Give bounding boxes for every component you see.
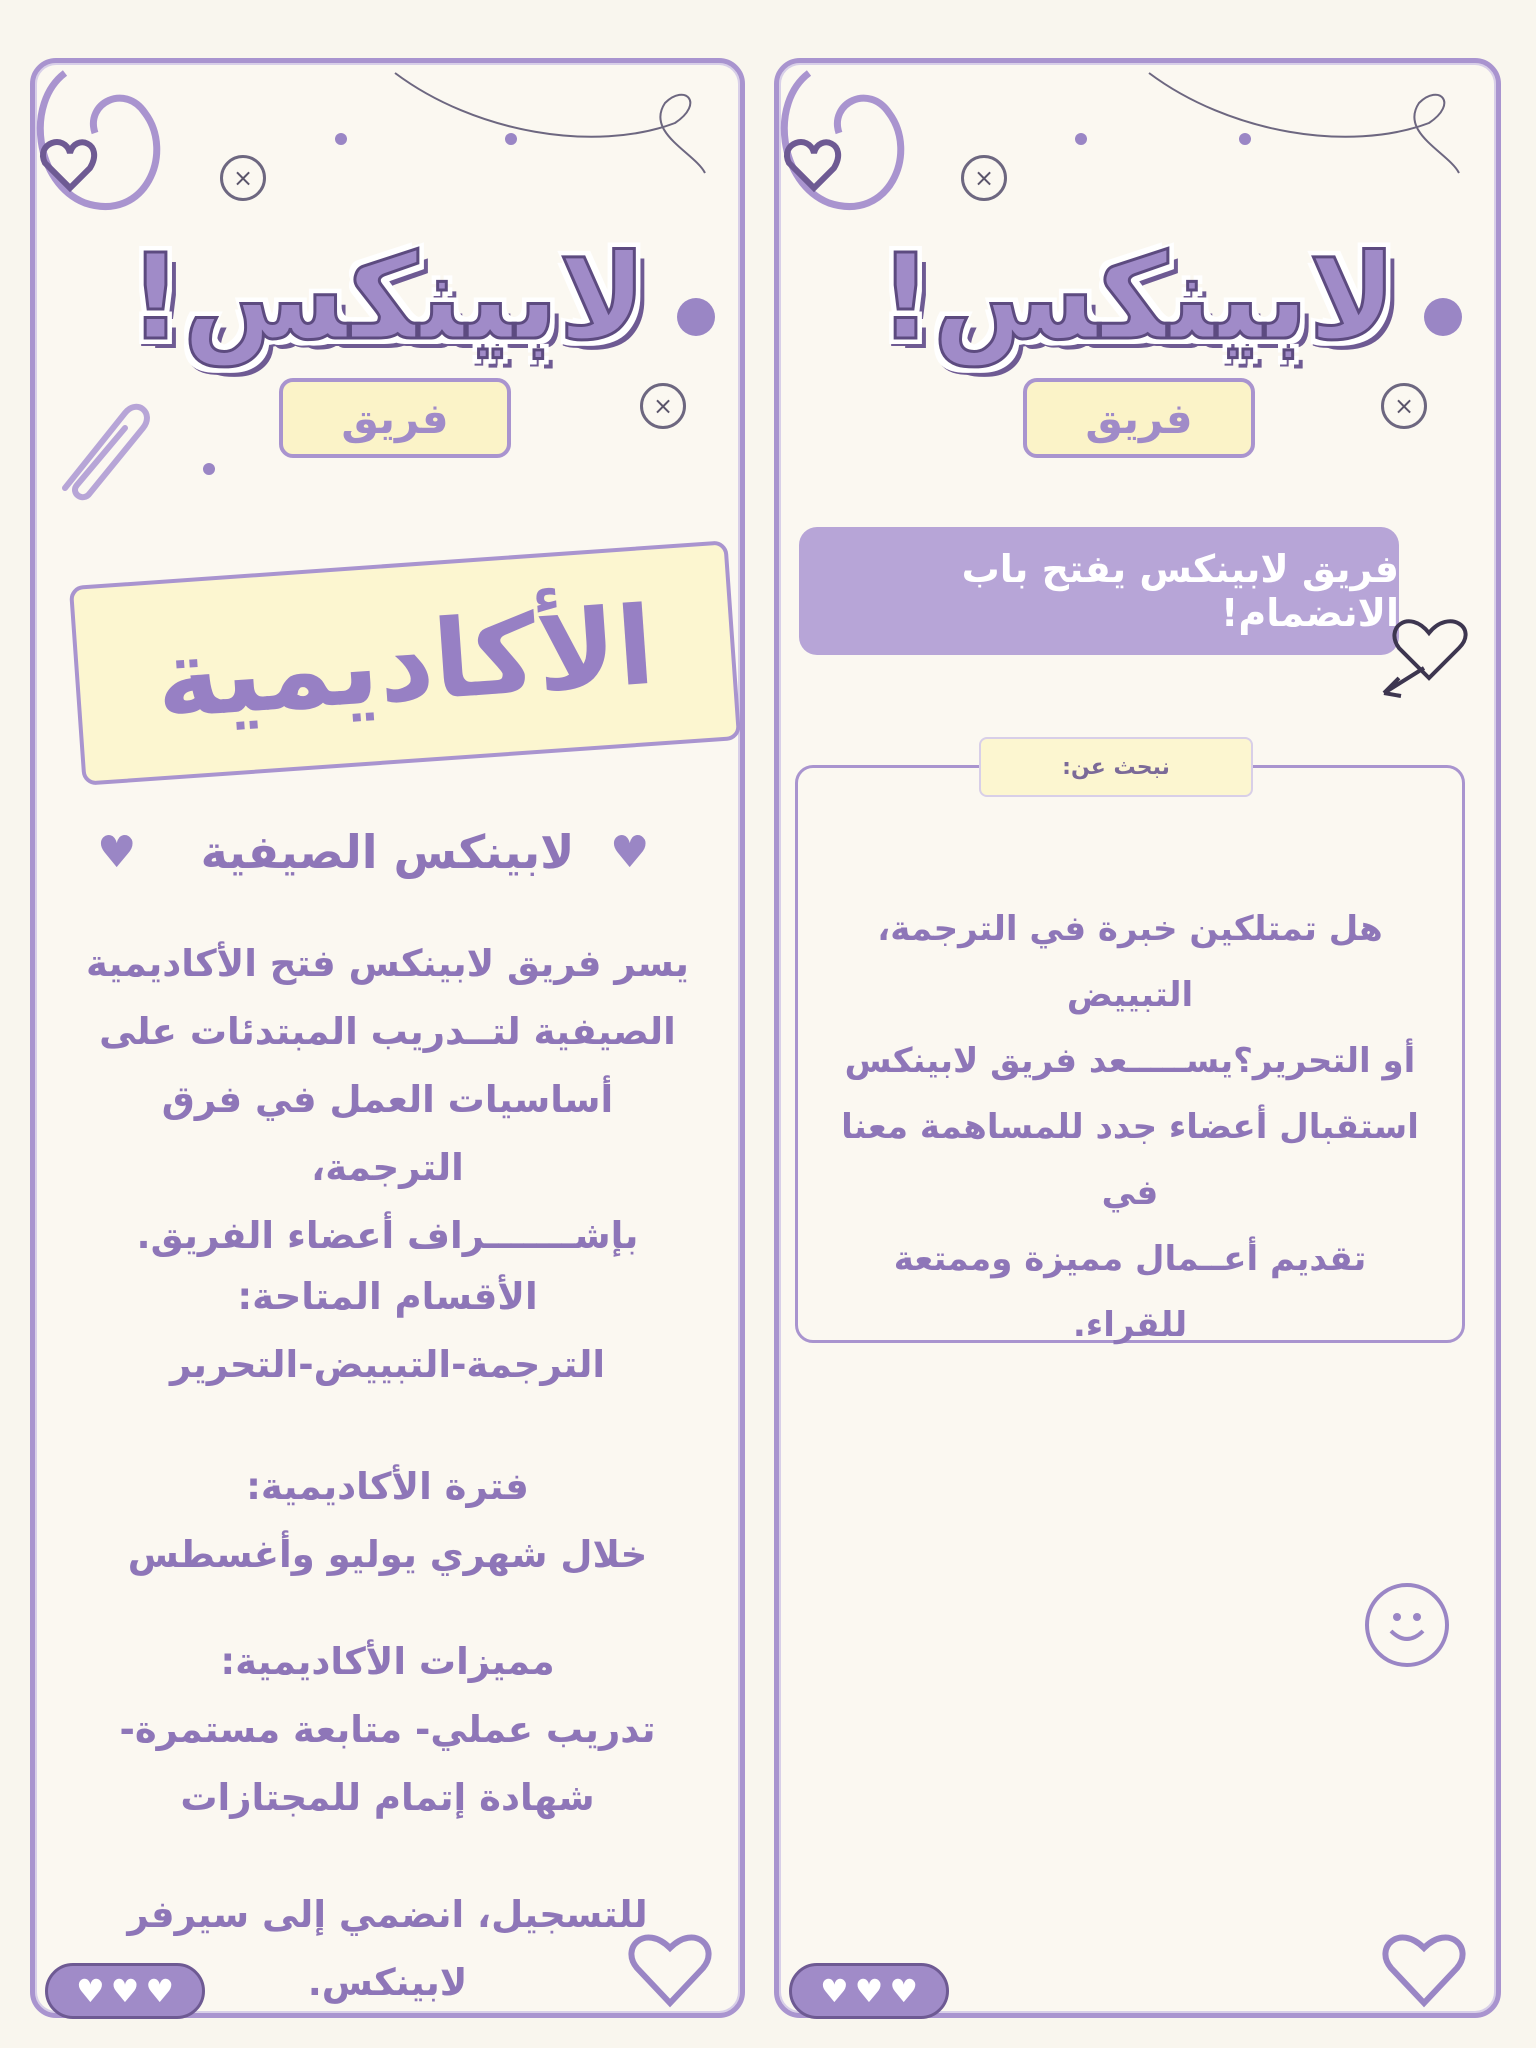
- card-text: [838, 896, 1422, 1358]
- academy-period: [85, 1453, 690, 1589]
- hearts-pill: [789, 1963, 949, 2019]
- heart-icon: ♥: [854, 1972, 884, 2010]
- logo-dot: [677, 298, 715, 336]
- academy-title: الأكاديمية: [69, 540, 741, 786]
- heart-doodle-icon: [25, 43, 185, 243]
- heart-arrow-icon: [1379, 598, 1489, 708]
- dot: [1239, 133, 1251, 145]
- logo-dot: [1424, 298, 1462, 336]
- intro-line: يسر فريق لابينكس فتح الأكاديمية: [86, 942, 689, 985]
- card-line: استقبال أعضاء جدد للمساهمة معنا في: [841, 1107, 1419, 1213]
- heart-icon: ♥: [75, 1972, 105, 2010]
- paperclip-icon: [45, 393, 155, 503]
- logo: لابينكس!: [128, 228, 647, 366]
- heart-icon: ♥: [610, 827, 650, 878]
- subtitle: لابينكس الصيفية: [200, 825, 575, 879]
- section-heading: مميزات الأكاديمية:: [220, 1640, 555, 1683]
- card-tab: نبحث عن:: [979, 737, 1253, 797]
- card-line: أو التحرير؟يســـــعد فريق لابينكس: [844, 1041, 1416, 1081]
- card-line: هل تمتلكين خبرة في الترجمة، التبييض: [877, 909, 1383, 1015]
- dot: [335, 133, 347, 145]
- section-value: الترجمة-التبييض-التحرير: [169, 1343, 606, 1386]
- section-value: خلال شهري يوليو وأغسطس: [127, 1533, 648, 1576]
- team-label: فريق: [279, 378, 511, 458]
- curl-doodle-icon: [395, 63, 715, 183]
- join-banner: فريق لابينكس يفتح باب الانضمام!: [799, 527, 1399, 655]
- sections-available: [85, 1263, 690, 1399]
- academy-features: [85, 1628, 690, 1832]
- dot: [1075, 133, 1087, 145]
- cta-text: للتسجيل، انضمي إلى سيرفر لابينكس.: [127, 1893, 648, 2004]
- heart-icon: ♥: [889, 1972, 919, 2010]
- hearts-pill: [45, 1963, 205, 2019]
- right-panel: [774, 58, 1501, 2018]
- intro-text: [85, 930, 690, 1270]
- card-line: تقديم أعــمال مميزة وممتعة للقراء.: [893, 1239, 1367, 1345]
- looking-for-card: [795, 765, 1465, 1343]
- logo: لابينكس!: [878, 228, 1397, 366]
- close-circle-icon: ×: [961, 155, 1007, 201]
- section-heading: فترة الأكاديمية:: [246, 1465, 529, 1508]
- close-circle-icon: ×: [640, 383, 686, 429]
- close-circle-icon: ×: [220, 155, 266, 201]
- heart-icon: ♥: [110, 1972, 140, 2010]
- dot: [505, 133, 517, 145]
- heart-doodle-icon: [769, 43, 929, 243]
- heart-icon: ♥: [819, 1972, 849, 2010]
- left-panel: [30, 58, 745, 2018]
- section-heading: الأقسام المتاحة:: [237, 1275, 538, 1318]
- heart-outline-icon: [625, 1923, 715, 2013]
- team-label: فريق: [1023, 378, 1255, 458]
- dot: [203, 463, 215, 475]
- intro-line: أساسيات العمل في فرق الترجمة،: [161, 1078, 614, 1189]
- curl-doodle-icon: [1149, 63, 1479, 183]
- intro-line: الصيفية لتــدريب المبتدئات على: [99, 1010, 676, 1053]
- section-value: تدريب عملي- متابعة مستمرة-: [119, 1708, 656, 1751]
- smiley-icon: [1365, 1583, 1449, 1667]
- heart-icon: ♥: [97, 827, 137, 878]
- close-circle-icon: ×: [1381, 383, 1427, 429]
- intro-line: بإشـــــــراف أعضاء الفريق.: [136, 1214, 639, 1257]
- heart-icon: ♥: [145, 1972, 175, 2010]
- section-value: شهادة إتمام للمجتازات: [180, 1776, 595, 1819]
- heart-outline-icon: [1379, 1923, 1469, 2013]
